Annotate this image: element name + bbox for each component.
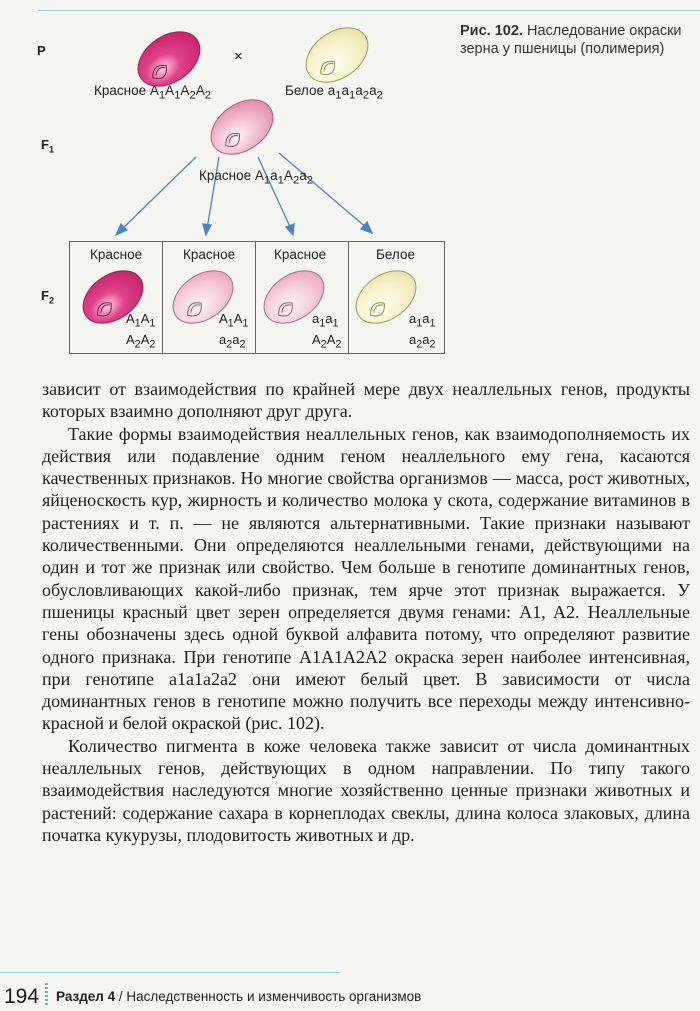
page-number: 194	[4, 985, 40, 1008]
f2-cell-label: Белое	[376, 247, 415, 262]
f2-cell-label: Красное	[90, 247, 143, 262]
cross-symbol: ×	[234, 48, 243, 65]
grain-f1	[201, 89, 283, 166]
generation-label-f2: $F_2$	[41, 288, 54, 306]
arrows	[116, 153, 372, 235]
figure-caption: Рис. 102. Наследование окраски зерна у пшеницы (полимерия)	[460, 23, 682, 57]
generation-label-f1: $F_1$	[41, 137, 54, 155]
f2-cell-3	[256, 242, 349, 353]
f2-cell-genotype: $A_1A_1$ $A_2A_2$	[126, 311, 156, 351]
f2-cell-4	[349, 242, 444, 353]
paragraph-2: Такие формы взаимодействия неаллельных генов, как взаимодополняемость их действия или подавление одним геном неаллельного ему гена, касаются качественных признаков. Но многие свойства организмов — масса, рост животных, яйценоскость кур, жирность и количество молока у скота, содержание витаминов в растениях и т. п. — не являются альтернативными. Такие признаки называют количественными. Они определяются неаллельными генами, действующими на один и тот же признак или свойство. Чем больше в генотипе доминантных генов, обусловливающих какой-либо признак, тем ярче этот признак выражается. У пшеницы красный цвет зерен определяется двумя генами: A1, A2. Неаллельные гены обозначены здесь одной буквой алфавита потому, что определяют развитие одного признака. При генотипе A1A1A2A2 окраска зерен наиболее интенсивная, при генотипе a1a1a2a2 они имеют белый цвет. В зависимости от числа доминантных генов в генотипе можно получить все переходы между интенсивно-красной и белой окраской (рис. 102).	[42, 423, 690, 734]
f2-cell-genotype: $A_1A_1$ $a_2a_2$	[219, 311, 249, 351]
generation-label-p: P	[37, 43, 46, 58]
paragraph-3: Количество пигмента в коже человека также зависит от числа доминантных неаллельных генов, действующих в одном направлении. По типу такого взаимодействия наследуются многие хозяйственно ценные признаки животных и растений: содержание сахара в корнеплодах свеклы, длина колоса злаковых, длина початка кукурузы, плодовитость животных и др.	[42, 735, 690, 845]
f2-grid	[69, 241, 445, 354]
footer-title: Раздел 4 / Наследственность и изменчивость организмов	[56, 989, 422, 1004]
f2-cell-label: Красное	[183, 247, 236, 262]
body-text	[42, 378, 690, 846]
f1-label: Красное $A_1a_1A_2a_2$	[199, 168, 313, 187]
footer-rule	[0, 972, 340, 973]
parent-red-label: Красное $A_1A_1A_2A_2$	[94, 83, 211, 102]
f2-cell-1	[70, 242, 163, 353]
paragraph-1: зависит от взаимодействия по крайней мере двух неаллельных генов, продукты которых взаимно дополняют друг друга.	[42, 379, 690, 422]
f2-cell-label: Красное	[274, 247, 327, 262]
parent-white-label: Белое $a_1a_1a_2a_2$	[285, 83, 383, 102]
f2-cell-genotype: $a_1a_1$ $A_2A_2$	[312, 311, 342, 351]
footer-dots	[45, 983, 48, 1005]
f2-cell-genotype: $a_1a_1$ $a_2a_2$	[409, 311, 436, 351]
f2-cell-2	[163, 242, 256, 353]
grain-parent-white	[296, 17, 378, 94]
